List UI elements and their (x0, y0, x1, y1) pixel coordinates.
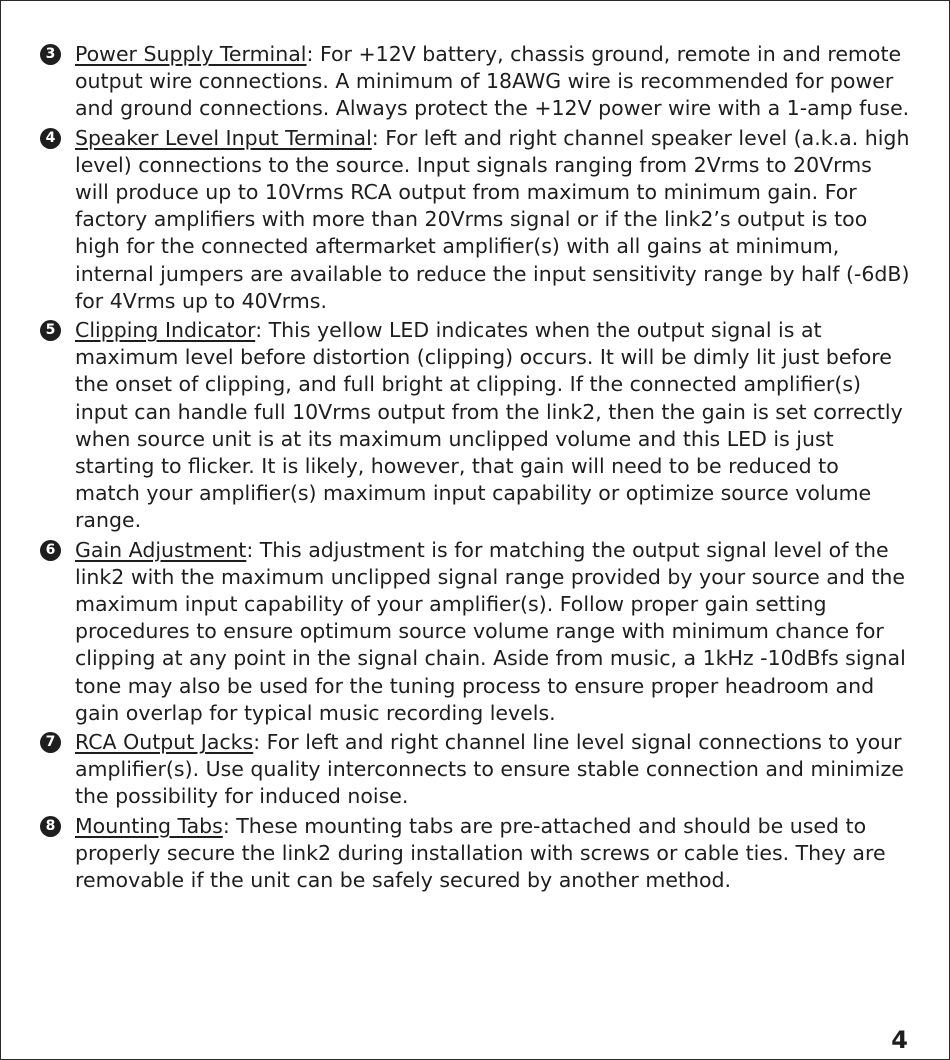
item-term: Gain Adjustment (75, 537, 247, 562)
list-item-speaker-level-input-terminal (38, 125, 910, 315)
number-7-icon: 7 (40, 732, 61, 753)
list-item-mounting-tabs (38, 813, 910, 895)
number-5-icon: 5 (40, 320, 61, 341)
item-text: : For +12V battery, chassis ground, remote in and remote output wire connections. A minimum of 18AWG wire is recommended for power and ground connections. Always protect the +12V power wire with a 1-amp fuse. (75, 42, 910, 121)
number-3-icon: 3 (40, 44, 61, 65)
item-text: : This adjustment is for matching the output signal level of the link2 with the maximum unclipped signal range provided by your source and the maximum input capability of your amplifier(s). Follow proper gain setting procedures to ensure optimum source volume range with minimum chance for clipping at any point in the signal chain. Aside from music, a 1kHz -10dBfs signal tone may also be used for the tuning process to ensure proper headroom and gain overlap for typical music recording levels. (75, 537, 906, 725)
item-term: Speaker Level Input Terminal (75, 125, 372, 150)
list-item-clipping-indicator (38, 317, 910, 535)
item-text: : For left and right channel speaker level (a.k.a. high level) connections to the source. Input signals ranging from 2Vrms to 20Vrms will produce up to 10Vrms RCA output from maximum to minimum gain. For factory amplifiers with more than 20Vrms signal or if the link2’s output is too high for the connected aftermarket amplifier(s) with all gains at minimum, internal jumpers are available to reduce the input sensitivity range by half (-6dB) for 4Vrms up to 40Vrms. (75, 125, 910, 313)
item-term: RCA Output Jacks (75, 730, 254, 755)
feature-list (38, 41, 910, 896)
number-4-icon: 4 (40, 128, 61, 149)
item-text: : This yellow LED indicates when the output signal is at maximum level before distortion (clipping) occurs. It will be dimly lit just before the onset of clipping, and full bright at clipping. If the connected amplifier(s) input can handle full 10Vrms output from the link2, then the gain is set correctly when source unit is at its maximum unclipped volume and this LED is just starting to flicker. It is likely, however, that gain will need to be reduced to match your amplifier(s) maximum input capability or optimize source volume range. (75, 318, 903, 533)
number-8-icon: 8 (40, 816, 61, 837)
list-item-rca-output-jacks (38, 729, 910, 811)
list-item-gain-adjustment (38, 537, 910, 727)
number-6-icon: 6 (40, 540, 61, 561)
page-number: 4 (891, 1026, 908, 1054)
item-term: Mounting Tabs (75, 813, 223, 838)
item-text: : For left and right channel line level signal connections to your amplifier(s). Use quality interconnects to ensure stable connection and minimize the possibility for induced noise. (75, 730, 904, 809)
item-text: : These mounting tabs are pre-attached and should be used to properly secure the link2 during installation with screws or cable ties. They are removable if the unit can be safely secured by another method. (75, 813, 886, 893)
item-term: Power Supply Terminal (75, 42, 307, 66)
list-item-power-supply-terminal (38, 41, 910, 123)
item-term: Clipping Indicator (75, 318, 256, 343)
